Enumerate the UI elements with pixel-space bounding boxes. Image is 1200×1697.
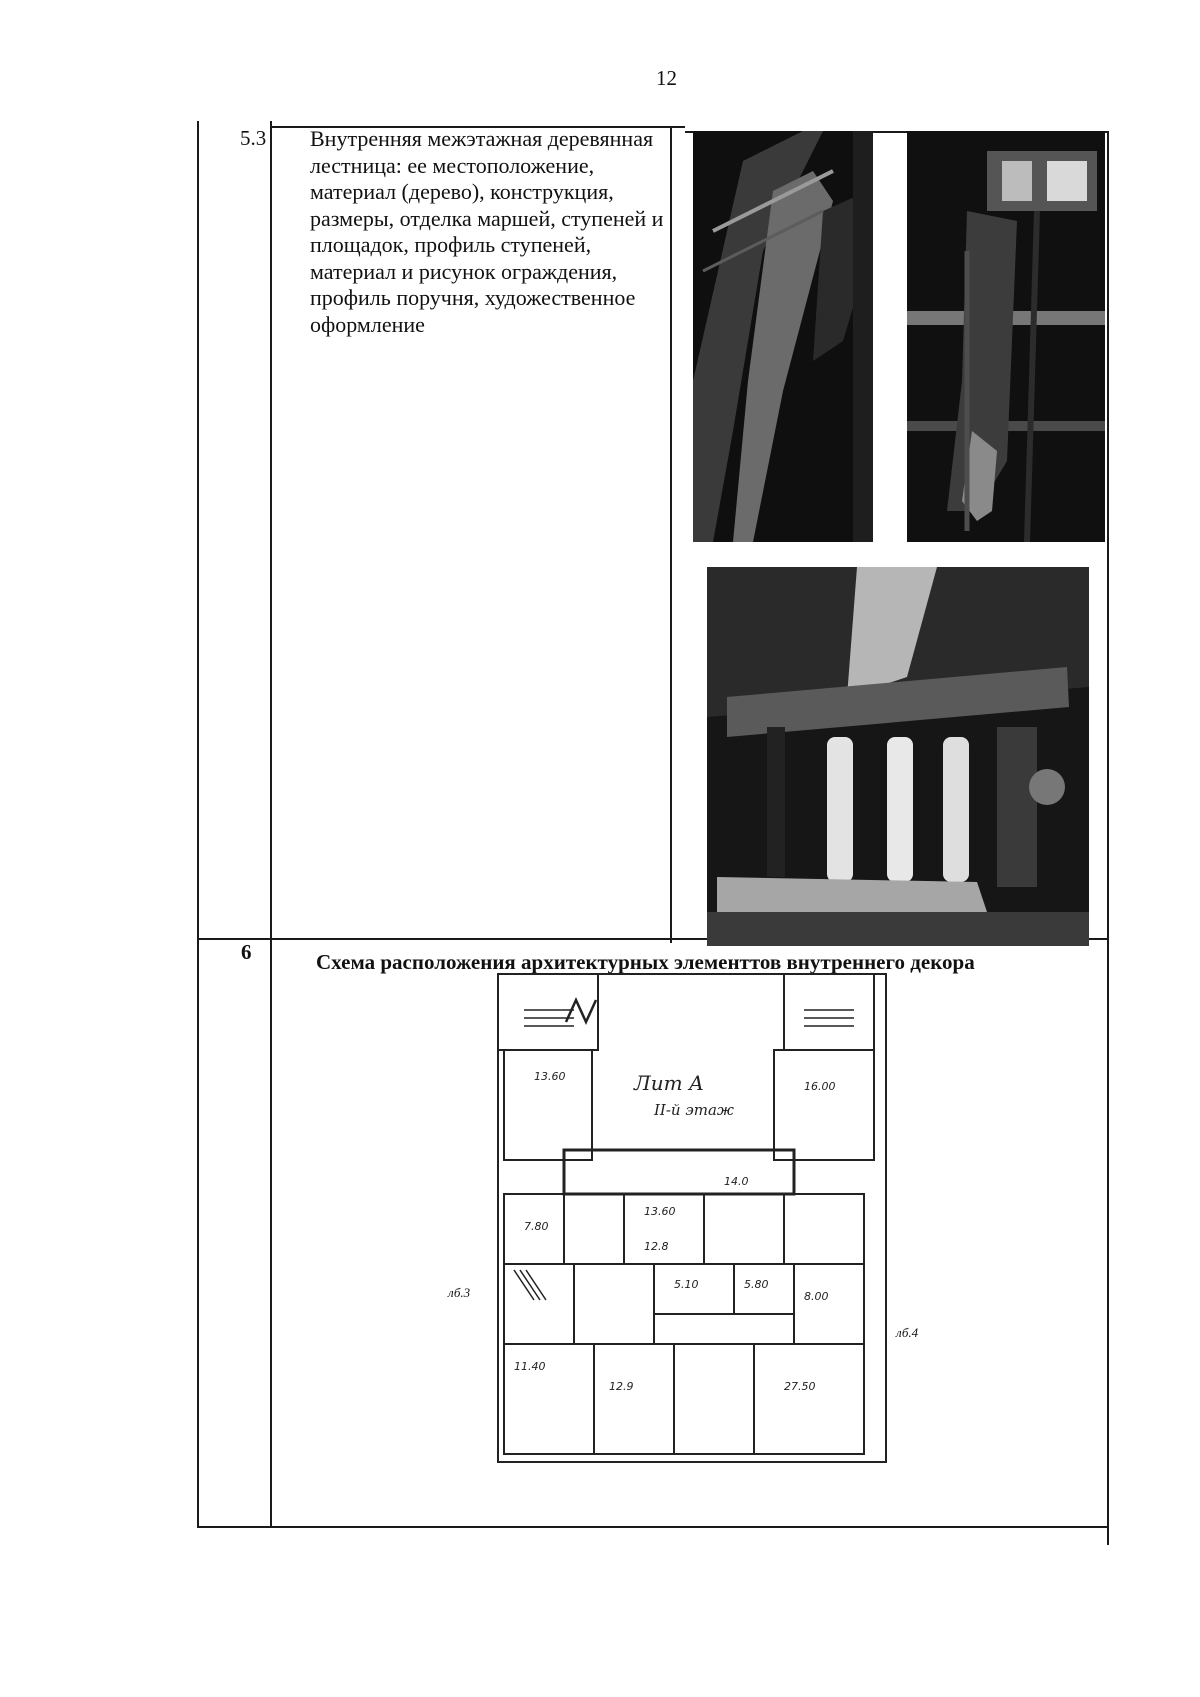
plan-area-label: 12.8: [644, 1240, 669, 1253]
plan-floor: II-й этаж: [654, 1101, 734, 1119]
table-border-right: [1107, 131, 1109, 1545]
table-column-divider: [270, 121, 272, 1528]
staircase-photo: [907, 131, 1105, 542]
plan-area-label: 27.50: [784, 1380, 816, 1393]
plan-area-label: 5.80: [744, 1278, 769, 1291]
plan-area-label: 14.0: [724, 1175, 749, 1188]
balustrade-photo-image: [707, 567, 1089, 946]
staircase-photo-image: [693, 131, 873, 542]
staircase-photo-image: [907, 131, 1105, 542]
floor-plan: [484, 970, 888, 1468]
plan-side-label-right: лб.4: [896, 1325, 919, 1340]
plan-area-label: 8.00: [804, 1290, 829, 1303]
plan-area-label: 11.40: [514, 1360, 546, 1373]
plan-area-label: 13.60: [644, 1205, 676, 1218]
staircase-photo: [693, 131, 873, 542]
balustrade-photo: [707, 567, 1089, 946]
plan-area-label: 7.80: [524, 1220, 549, 1233]
plan-side-label-left: лб.3: [448, 1285, 471, 1300]
table-border-left: [197, 121, 199, 1528]
row-description: Внутренняя межэтажная деревянная лестница: ее местоположение, материал (дерево), конструкция, размеры, отделка маршей, ступеней и площадок, профиль ступеней, материал и рисунок ограждения, профиль поручня, художественное оформление: [310, 126, 664, 337]
page-number: 12: [656, 66, 677, 90]
plan-area-label: 5.10: [674, 1278, 699, 1291]
section-heading: Схема расположения архитектурных элементтов внутреннего декора: [316, 950, 975, 974]
row-number: 6: [241, 940, 252, 964]
floor-plan-drawing: [484, 970, 888, 1468]
row-number: 5.3: [240, 126, 267, 150]
plan-title: Лит А: [634, 1071, 705, 1095]
table-border-bottom: [197, 1526, 1109, 1528]
plan-area-label: 16.00: [804, 1080, 836, 1093]
table-photo-divider: [670, 128, 672, 943]
plan-area-label: 13.60: [534, 1070, 566, 1083]
plan-area-label: 12.9: [609, 1380, 634, 1393]
